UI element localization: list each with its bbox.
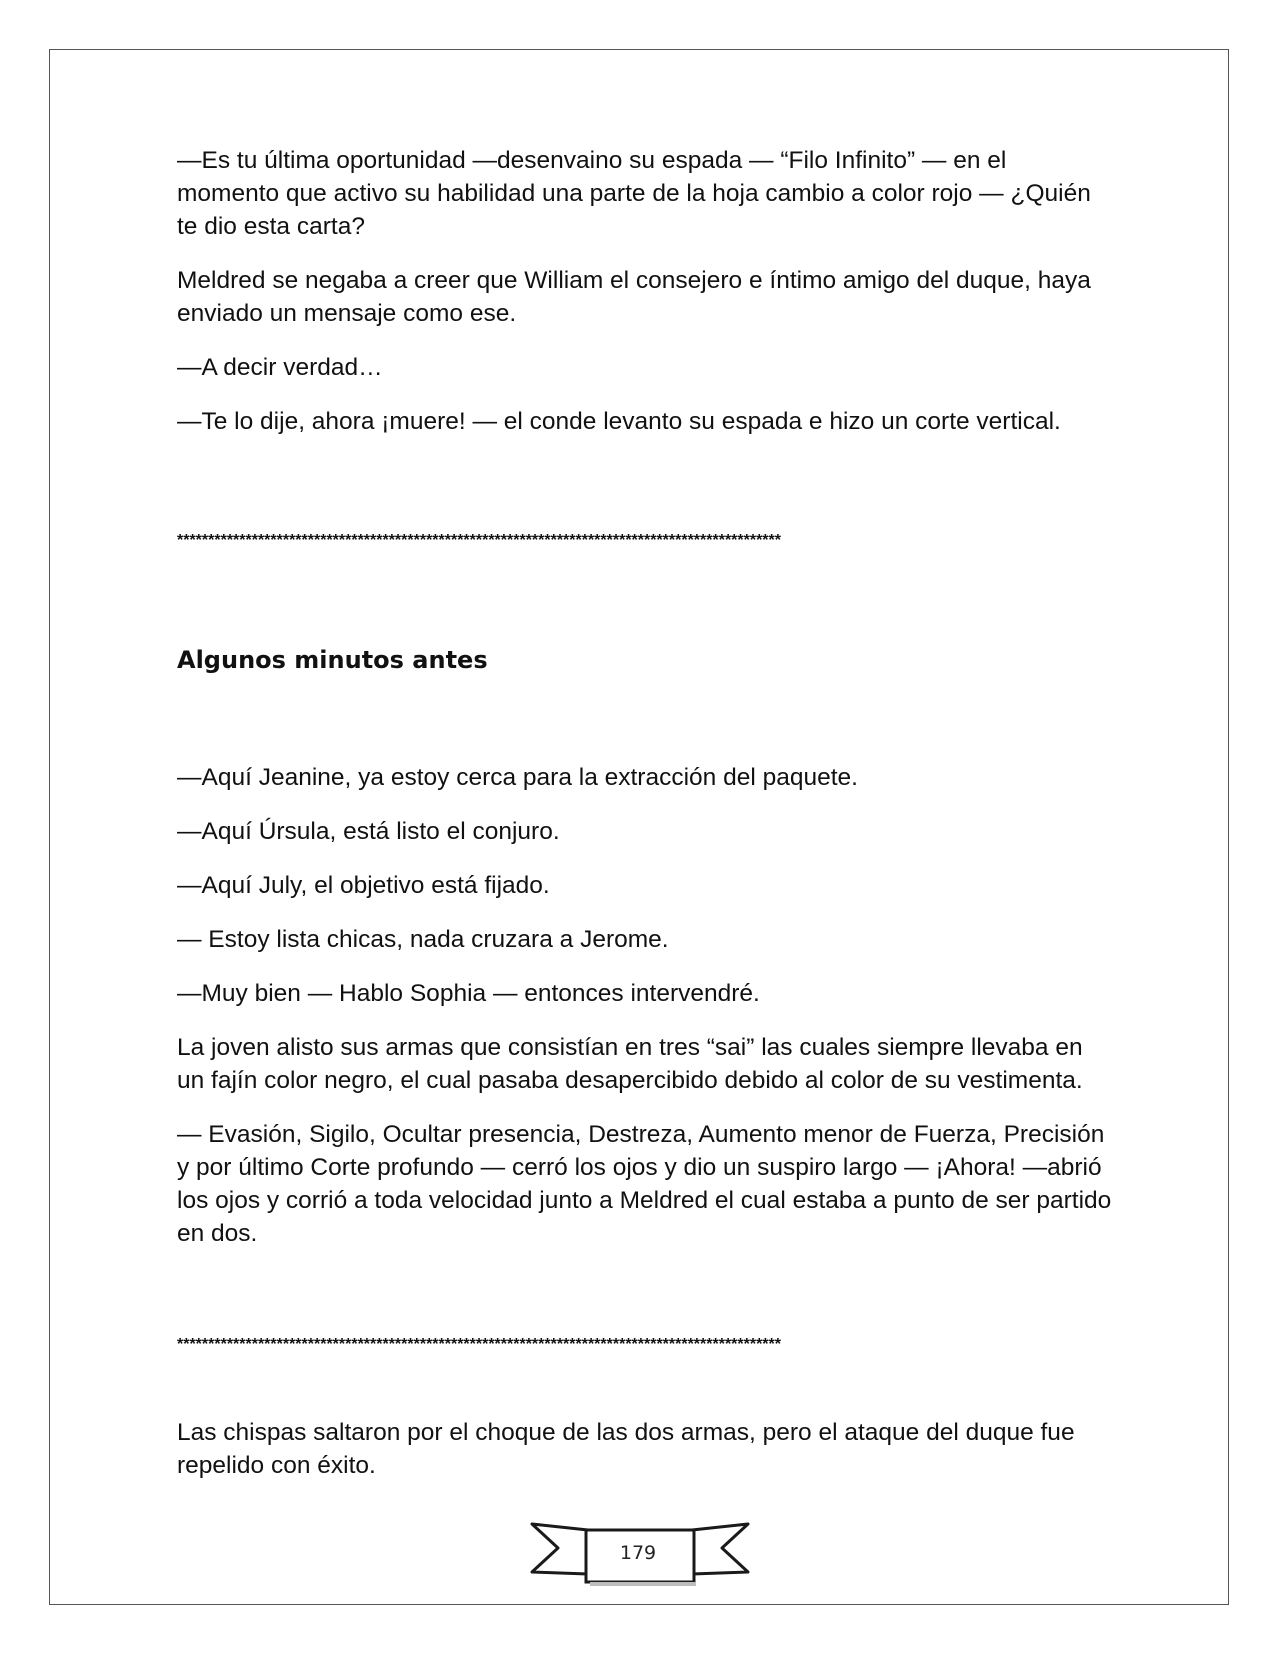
- paragraph: —A decir verdad…: [177, 354, 383, 381]
- section-separator: *************************************************************************************************: [177, 532, 781, 549]
- paragraph: — Estoy lista chicas, nada cruzara a Jerome.: [177, 926, 669, 953]
- paragraph: —Te lo dije, ahora ¡muere! — el conde levanto su espada e hizo un corte vertical.: [177, 408, 1061, 435]
- paragraph: Las chispas saltaron por el choque de las dos armas, pero el ataque del duque fue repelido con éxito.: [177, 1419, 1075, 1479]
- paragraph: —Aquí Úrsula, está listo el conjuro.: [177, 818, 560, 845]
- paragraph: La joven alisto sus armas que consistían en tres “sai” las cuales siempre llevaba en un fajín color negro, el cual pasaba desapercibido debido al color de su vestimenta.: [177, 1034, 1083, 1094]
- section-heading: Algunos minutos antes: [177, 646, 488, 674]
- page-number: 179: [619, 1542, 657, 1564]
- paragraph: —Muy bien — Hablo Sophia — entonces intervendré.: [177, 980, 760, 1007]
- section-separator: *************************************************************************************************: [177, 1336, 781, 1353]
- paragraph: Meldred se negaba a creer que William el consejero e íntimo amigo del duque, haya enviado un mensaje como ese.: [177, 267, 1091, 327]
- page-content: [177, 144, 1112, 1503]
- paragraph: —Aquí Jeanine, ya estoy cerca para la extracción del paquete.: [177, 764, 858, 791]
- paragraph: —Es tu última oportunidad —desenvaino su espada — “Filo Infinito” — en el momento que activo su habilidad una parte de la hoja cambio a color rojo — ¿Quién te dio esta carta?: [177, 147, 1091, 240]
- paragraph: — Evasión, Sigilo, Ocultar presencia, Destreza, Aumento menor de Fuerza, Precisión y por último Corte profundo — cerró los ojos y dio un suspiro largo — ¡Ahora! —abrió los ojos y corrió a toda velocidad junto a Meldred el cual estaba a punto de ser partido en dos.: [177, 1121, 1112, 1247]
- paragraph: —Aquí July, el objetivo está fijado.: [177, 872, 550, 899]
